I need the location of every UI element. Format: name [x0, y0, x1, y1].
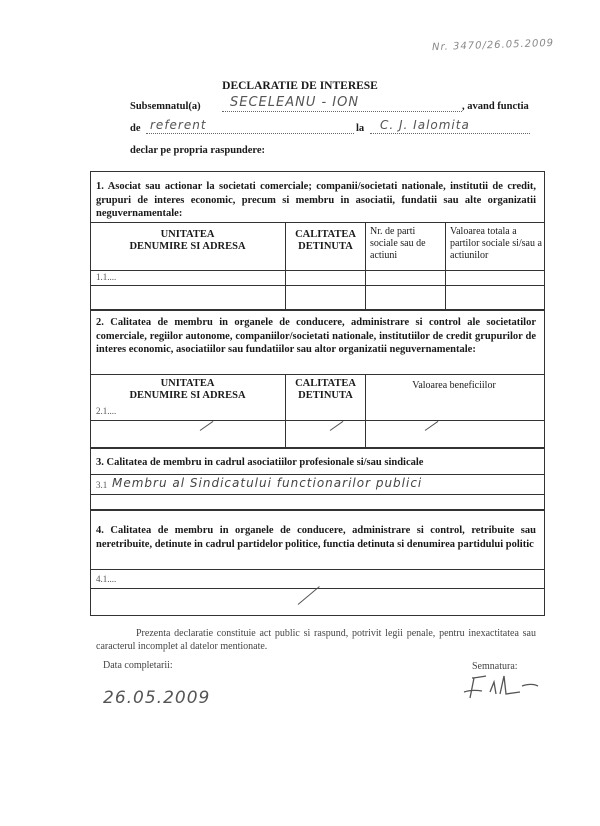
section-2-col-unit: [90, 378, 285, 402]
section-3-row-label: 3.1: [96, 480, 108, 490]
la-label: la: [356, 123, 365, 134]
date-value: 26.05.2009: [103, 688, 211, 708]
document-title: DECLARATIE DE INTERESE: [222, 80, 378, 92]
institution-line: [370, 132, 530, 134]
section-2-col-unit-line1: UNITATEA: [160, 378, 215, 389]
function-value: referent: [150, 118, 207, 132]
section-3-row-rule: [90, 494, 545, 495]
section-2-col-unit-line2: DENUMIRE SI ADRESA: [129, 390, 246, 401]
footer-statement: Prezenta declaratie constituie act public si raspund, potrivit legii penale, pentru inexactitatea sau caracterul incomplet al datelor mentionate.: [96, 628, 536, 652]
section-4-title: 4. Calitatea de membru in organele de conducere, administrare si control, retribuite sau neretribuite, detinute in cadrul partidelor politice, functia detinuta si denumirea partidului politic: [96, 525, 536, 550]
section-1-col-parti: Nr. de parti sociale sau de actiuni: [370, 226, 426, 261]
section-3-title: 3. Calitatea de membru in cadrul asociatiilor profesionale si/sau sindicale: [96, 457, 424, 468]
section-4-row-label: 4.1....: [96, 574, 117, 584]
signature: [460, 672, 540, 707]
section-3-top-rule: [90, 474, 545, 475]
section-1-row-label: 1.1....: [96, 272, 117, 282]
section-1-col-calitatea: [286, 229, 365, 253]
section-1-col-calitatea-line2: DETINUTA: [298, 241, 353, 252]
signature-label: Semnatura:: [472, 661, 518, 672]
declar-text: declar pe propria raspundere:: [130, 145, 266, 156]
registration-stamp: Nr. 3470/26.05.2009: [431, 37, 555, 54]
name-line: [222, 110, 462, 112]
section-1-col-divider-3: [445, 222, 446, 309]
section-2-col-calitatea-line2: DETINUTA: [298, 390, 353, 401]
institution-value: C. J. Ialomita: [380, 118, 470, 132]
section-1-col-unit: [90, 229, 285, 253]
section-3-row-value: Membru al Sindicatului functionarilor publici: [112, 476, 423, 490]
subsemnatul-label: Subsemnatul(a): [130, 101, 201, 112]
section-2-title: 2. Calitatea de membru in organele de conducere, administrare si control ale societatilor comerciale, regiilor autonome, companiilor/societati nationale, institutiilor de credit grupurilor de interes economic, asociatiilor sau fundatiilor sau altor organizatii neguvernamentale:: [96, 317, 536, 355]
function-line: [146, 132, 354, 134]
de-label: de: [130, 123, 141, 134]
section-1-header-top-rule: [90, 222, 545, 223]
section-1-header-bottom-rule: [90, 270, 545, 271]
section-2-col-calitatea-line1: CALITATEA: [295, 378, 356, 389]
name-value: SECELEANU - ION: [230, 95, 360, 110]
section-2-row-rule: [90, 420, 545, 421]
section-1-col-valoarea: Valoarea totala a partilor sociale si/sau a actiunilor: [450, 226, 542, 261]
section-2-col-valoarea: Valoarea beneficiilor: [412, 380, 496, 391]
date-label: Data completarii:: [103, 660, 173, 671]
section-1-title: 1. Asociat sau actionar la societati comerciale; companii/societati nationale, institutii de credit, grupuri de interes economic, precum si membru in asociatii, fundatii sau alte organizatii neguvernamentale:: [96, 181, 536, 219]
section-1-col-calitatea-line1: CALITATEA: [295, 229, 356, 240]
avand-functia-label: , avand functia: [462, 101, 529, 112]
section-2-header-top-rule: [90, 374, 545, 375]
section-1-col-divider-2: [365, 222, 366, 309]
section-2-col-calitatea: [286, 378, 365, 402]
section-1-row-rule: [90, 285, 545, 286]
section-1-col-unit-line2: DENUMIRE SI ADRESA: [129, 241, 246, 252]
section-2-row-label: 2.1....: [96, 406, 117, 416]
section-1-col-unit-line1: UNITATEA: [160, 229, 215, 240]
section-4-top-rule: [90, 569, 545, 570]
